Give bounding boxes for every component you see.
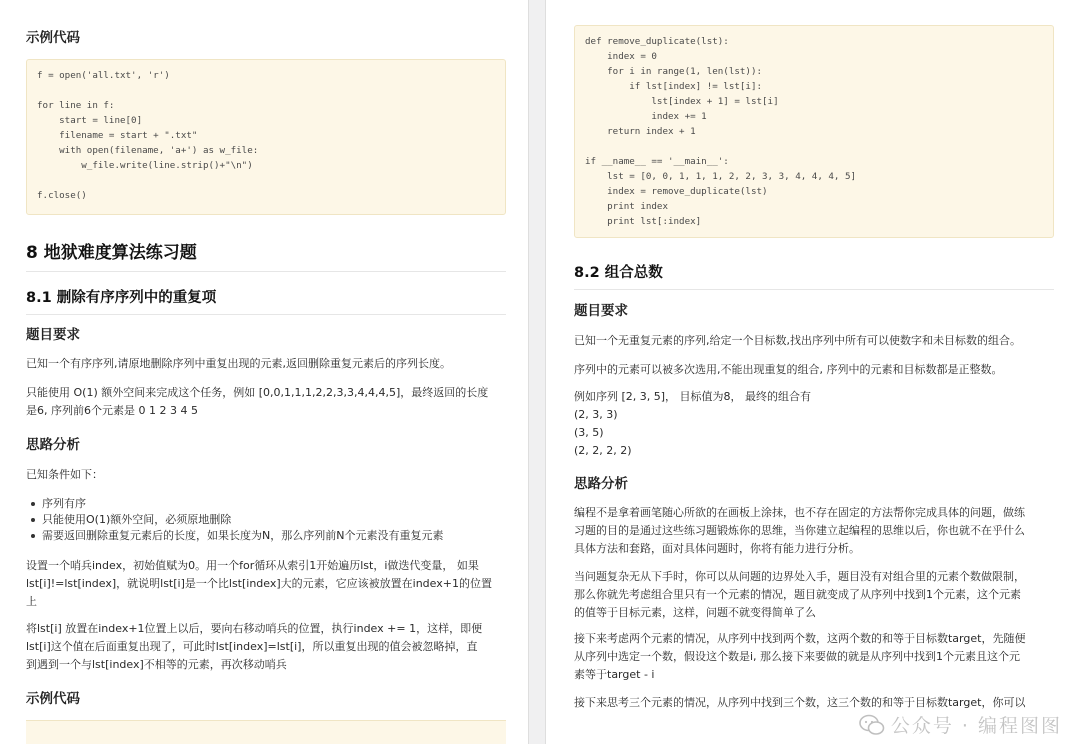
code-line: print lst[:index] <box>585 216 702 227</box>
left-page <box>0 0 528 744</box>
page-gutter <box>528 0 546 744</box>
paragraph-line: 上 <box>26 595 37 608</box>
code-line: f = open('all.txt', 'r') <box>37 70 170 81</box>
requirement-example-line1: 只能使用 O(1) 额外空间来完成这个任务，例如 [0,0,1,1,1,2,2,3,3,4,4,4,5]，最终返回的长度 <box>26 386 489 399</box>
analysis-heading: 思路分析 <box>26 437 80 453</box>
example-heading-2: 示例代码 <box>26 691 80 707</box>
code-line: print index <box>585 201 668 212</box>
code-lines <box>585 34 1043 229</box>
requirement-heading: 题目要求 <box>574 303 628 319</box>
code-line: def remove_duplicate(lst): <box>585 36 729 47</box>
example-line: (2, 2, 2, 2) <box>574 444 632 457</box>
requirement-text: 已知一个有序序列,请原地删除序列中重复出现的元素,返回删除重复元素后的序列长度。 <box>26 357 451 370</box>
example-line: 例如序列 [2, 3, 5]， 目标值为8， 最终的组合有 <box>574 390 812 403</box>
code-line: lst = [0, 0, 1, 1, 1, 2, 2, 3, 3, 4, 4, 4, 5] <box>585 171 857 182</box>
paragraph-line: 素等于target - i <box>574 668 655 681</box>
code-line: for i in range(1, len(lst)): <box>585 66 763 77</box>
code-line: for line in f: <box>37 100 115 111</box>
requirement-text-2: 序列中的元素可以被多次选用,不能出现重复的组合, 序列中的元素和目标数都是正整数。 <box>574 363 1003 376</box>
example-line: (3, 5) <box>574 426 604 439</box>
code-line: with open(filename, 'a+') as w_file: <box>37 145 259 156</box>
paragraph-line: 那么你就先考虑组合里只有一个元素的情况，题目就变成了从序列中找到1个元素，这个元素 <box>574 588 1021 601</box>
analysis-heading: 思路分析 <box>574 476 628 492</box>
requirement-heading: 题目要求 <box>26 327 80 343</box>
code-line: index += 1 <box>585 111 707 122</box>
analysis-paragraph-1 <box>574 504 1058 558</box>
code-line: index = 0 <box>585 51 657 62</box>
chapter-title: 8 地狱难度算法练习题 <box>26 238 506 272</box>
code-line: lst[index + 1] = lst[i] <box>585 96 779 107</box>
paragraph-line: 接下来考虑两个元素的情况，从序列中找到两个数，这两个数的和等于目标数target，先随便 <box>574 632 1026 645</box>
right-page <box>546 0 1080 744</box>
code-block-partial <box>26 720 506 744</box>
list-item: 序列有序 <box>26 496 506 512</box>
code-line <box>37 173 495 188</box>
analysis-paragraph-4: 接下来思考三个元素的情况，从序列中找到三个数，这三个数的和等于目标数target，你可以 <box>574 696 1026 709</box>
conditions-list <box>26 496 506 544</box>
watermark <box>859 711 1062 738</box>
code-block-file-split <box>26 59 506 215</box>
paragraph-line: 设置一个哨兵index，初始值赋为0。用一个for循环从索引1开始遍历lst，i做迭代变量， 如果 <box>26 559 479 572</box>
code-lines <box>37 68 495 203</box>
move-sentinel-paragraph <box>26 620 508 674</box>
requirement-text: 已知一个无重复元素的序列,给定一个目标数,找出序列中所有可以使数字和未目标数的组合。 <box>574 334 1021 347</box>
paragraph-line: 到遇到一个与lst[index]不相等的元素，再次移动哨兵 <box>26 658 287 671</box>
paragraph-line: 习题的目的是通过这些练习题锻炼你的思维，当你建立起编程的思维以后，你也就不在乎什么 <box>574 524 1025 537</box>
list-item: 需要返回删除重复元素后的长度，如果长度为N，那么序列前N个元素没有重复元素 <box>26 528 506 544</box>
section-title: 8.2 组合总数 <box>574 261 1054 290</box>
code-line: index = remove_duplicate(lst) <box>585 186 768 197</box>
code-line: filename = start + ".txt" <box>37 130 198 141</box>
code-line: f.close() <box>37 190 87 201</box>
code-line: return index + 1 <box>585 126 696 137</box>
example-heading: 示例代码 <box>26 30 80 46</box>
example-combinations <box>574 388 1056 460</box>
paragraph-line: 从序列中选定一个数，假设这个数是i, 那么接下来要做的就是从序列中找到1个元素且这个元 <box>574 650 1021 663</box>
paragraph-line: 当问题复杂无从下手时，你可以从问题的边界处入手，题目没有对组合里的元素个数做限制， <box>574 570 1025 583</box>
code-line <box>37 83 495 98</box>
code-line <box>585 139 1043 154</box>
code-line: w_file.write(line.strip()+"\n") <box>37 160 253 171</box>
paragraph-line: 将lst[i] 放置在index+1位置上以后，要向右移动哨兵的位置，执行index += 1，这样，即便 <box>26 622 483 635</box>
code-line: if lst[index] != lst[i]: <box>585 81 763 92</box>
analysis-paragraph-3 <box>574 630 1058 684</box>
wechat-icon <box>859 714 885 736</box>
list-item: 只能使用O(1)额外空间，必须原地删除 <box>26 512 506 528</box>
paragraph-line: 的值等于目标元素，这样，问题不就变得简单了么 <box>574 606 816 619</box>
section-title: 8.1 删除有序序列中的重复项 <box>26 286 506 315</box>
paragraph-line: lst[i]!=lst[index]，就说明lst[i]是一个比lst[index]大的元素，它应该被放置在index+1的位置 <box>26 577 492 590</box>
paragraph-line: lst[i]这个值在后面重复出现了，可此时lst[index]=lst[i]，所以重复出现的值会被忽略掉，直 <box>26 640 478 653</box>
paragraph-line: 编程不是拿着画笔随心所欲的在画板上涂抹，也不存在固定的方法帮你完成具体的问题，做练 <box>574 506 1025 519</box>
code-line: start = line[0] <box>37 115 143 126</box>
example-line: (2, 3, 3) <box>574 408 618 421</box>
code-block-remove-duplicate <box>574 25 1054 238</box>
sentinel-paragraph <box>26 557 508 611</box>
known-conditions: 已知条件如下： <box>26 468 103 481</box>
analysis-paragraph-2 <box>574 568 1058 622</box>
watermark-text: 公众号 · 编程图图 <box>890 715 1062 737</box>
paragraph-line: 具体方法和套路，面对具体问题时，你将有能力进行分析。 <box>574 542 860 555</box>
code-line: if __name__ == '__main__': <box>585 156 729 167</box>
requirement-example-line2: 是6, 序列前6个元素是 0 1 2 3 4 5 <box>26 404 198 417</box>
